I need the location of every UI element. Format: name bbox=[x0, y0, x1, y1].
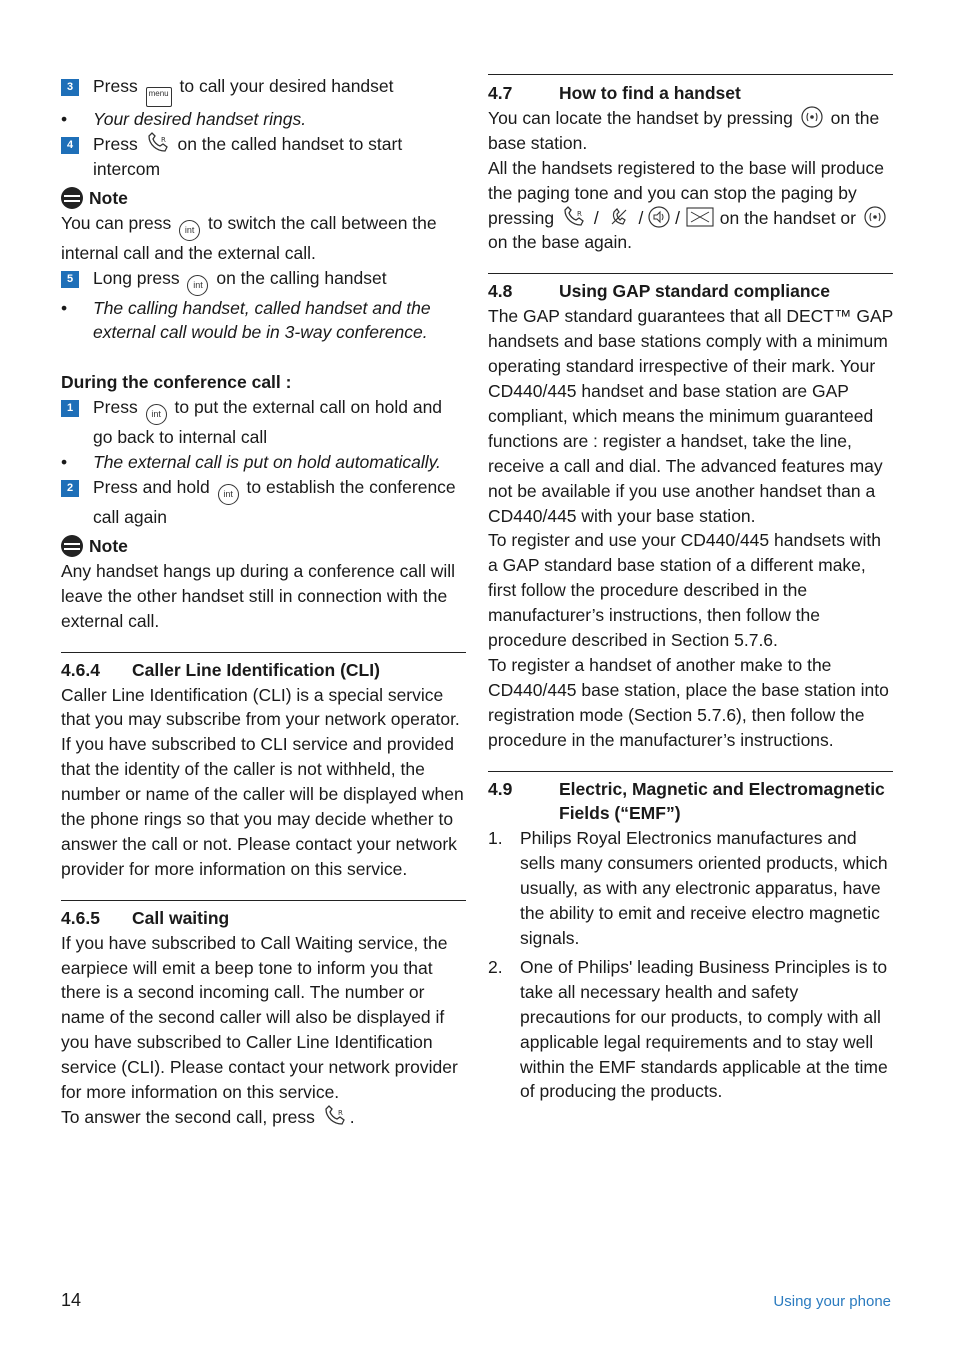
bullet-item: • The external call is put on hold automatically. bbox=[61, 452, 441, 473]
int-key-icon: int bbox=[179, 220, 200, 241]
bullet-item: • Your desired handset rings. bbox=[61, 109, 307, 129]
section-heading: 4.8 Using GAP standard compliance bbox=[488, 281, 830, 302]
list-item: 2. One of Philips' leading Business Principles is to take all necessary health and safety precautions for our products, to comply with all applicable legal requirements and to stay well within the EMF standards applicable at the time of producing the products. bbox=[488, 956, 888, 1102]
talk-key-icon bbox=[322, 1105, 348, 1127]
int-key-icon: int bbox=[146, 404, 167, 425]
conference-heading: During the conference call : bbox=[61, 372, 292, 393]
int-key-icon: int bbox=[187, 275, 208, 296]
section-4-6-4 bbox=[61, 652, 466, 882]
hang-up-key-icon bbox=[606, 206, 632, 228]
section-body: You can locate the handset by pressing on the base station. bbox=[488, 107, 880, 153]
right-column bbox=[488, 74, 893, 1104]
note-text: Any handset hangs up during a conference call will leave the other handset still in connection with the external call. bbox=[61, 560, 455, 631]
step-number-badge: 5 bbox=[61, 271, 79, 288]
section-4-6-5 bbox=[61, 900, 466, 1130]
section-4-9 bbox=[488, 771, 893, 1105]
step-3: 3 Press menu to call your desired handset bbox=[61, 74, 466, 107]
section-body: The GAP standard guarantees that all DECT™ GAP handsets and base stations comply with a minimum operating standard irrespective of their mark. Your CD440/445 handset and base station are GAP compliant, which means the minimum guaranteed functions are : register a handset, take the line, receive a call and dial. The advanced features may not be available if you use another handset than a CD440/445 with your base station. bbox=[488, 306, 893, 526]
svg-text:R: R bbox=[337, 1109, 343, 1117]
svg-text:R: R bbox=[577, 209, 582, 218]
section-4-7 bbox=[488, 74, 893, 255]
step-number-badge: 1 bbox=[61, 400, 79, 417]
step-5: 5 Long press int on the calling handset bbox=[61, 266, 466, 296]
section-heading: 4.6.4 Caller Line Identification (CLI) bbox=[61, 659, 380, 680]
note-icon bbox=[61, 187, 83, 209]
note-heading: Note bbox=[61, 534, 466, 559]
step-number-badge: 4 bbox=[61, 137, 79, 154]
note-text: You can press int to switch the call between the internal call and the external call. bbox=[61, 212, 437, 263]
section-body: All the handsets registered to the base will produce the paging tone and you can stop the paging by pressing R / / / on the handset or on the base again. bbox=[488, 156, 893, 256]
mute-key-icon bbox=[685, 206, 715, 228]
talk-key-icon bbox=[561, 206, 587, 228]
conference-step-1: 1 Press int to put the external call on hold and go back to internal call bbox=[61, 395, 466, 450]
section-heading: 4.6.5 Call waiting bbox=[61, 907, 230, 928]
note-heading: Note bbox=[61, 186, 466, 211]
section-4-8 bbox=[488, 273, 893, 752]
speaker-key-icon bbox=[648, 206, 670, 228]
footer-section-title: Using your phone bbox=[773, 1293, 891, 1310]
conference-step-2: 2 Press and hold int to establish the conference call again bbox=[61, 475, 466, 530]
left-column bbox=[61, 74, 466, 1130]
step-number-badge: 3 bbox=[61, 79, 79, 96]
bullet-item: • The calling handset, called handset and the external call would be in 3-way conference. bbox=[61, 297, 431, 343]
section-heading: 4.9 Electric, Magnetic and Electromagnetic Fields (“EMF”) bbox=[488, 778, 885, 824]
int-key-icon: int bbox=[218, 484, 239, 505]
section-body: To register a handset of another make to the CD440/445 base station, place the base station into registration mode (Section 5.7.6), then follow the procedure in the manufacturer’s instructions. bbox=[488, 654, 889, 750]
paging-key-icon bbox=[798, 106, 826, 128]
section-body: If you have subscribed to Call Waiting service, the earpiece will emit a beep tone to inform you that there is a second incoming call. The number or name of the second caller will also be displayed if you have subscribed to Caller Line Identification service (CLI). Please contact your network provider for more information on this service. bbox=[61, 932, 458, 1103]
talk-key-icon bbox=[145, 132, 171, 154]
step-number-badge: 2 bbox=[61, 480, 79, 497]
section-body-last: To answer the second call, press R . bbox=[61, 1107, 355, 1127]
paging-key-icon bbox=[861, 206, 889, 228]
note-icon bbox=[61, 535, 83, 557]
menu-key-icon: menu bbox=[146, 87, 172, 107]
svg-text:R: R bbox=[160, 135, 166, 144]
section-heading: 4.7 How to find a handset bbox=[488, 83, 741, 103]
section-body: To register and use your CD440/445 handsets with a GAP standard base station of a different make, first follow the procedure described in the manufacturer’s instructions, then follow the procedure described in Section 5.7.6. bbox=[488, 530, 882, 651]
list-item: 1. Philips Royal Electronics manufactures and sells many consumers oriented products, which usually, as with any electronic apparatus, have the ability to emit and receive electro magnetic signals. bbox=[488, 828, 888, 948]
page-number: 14 bbox=[61, 1290, 82, 1310]
section-body: Caller Line Identification (CLI) is a special service that you may subscribe from your network operator. If you have subscribed to CLI service and provided that the identity of the caller is not withheld, the number or name of the caller will be displayed when the phone rings so that you may decide whether to answer the call or not. Please contact your network provider for more information on this service. bbox=[61, 684, 464, 879]
step-4: 4 Press R on the called handset to start intercom bbox=[61, 132, 466, 182]
